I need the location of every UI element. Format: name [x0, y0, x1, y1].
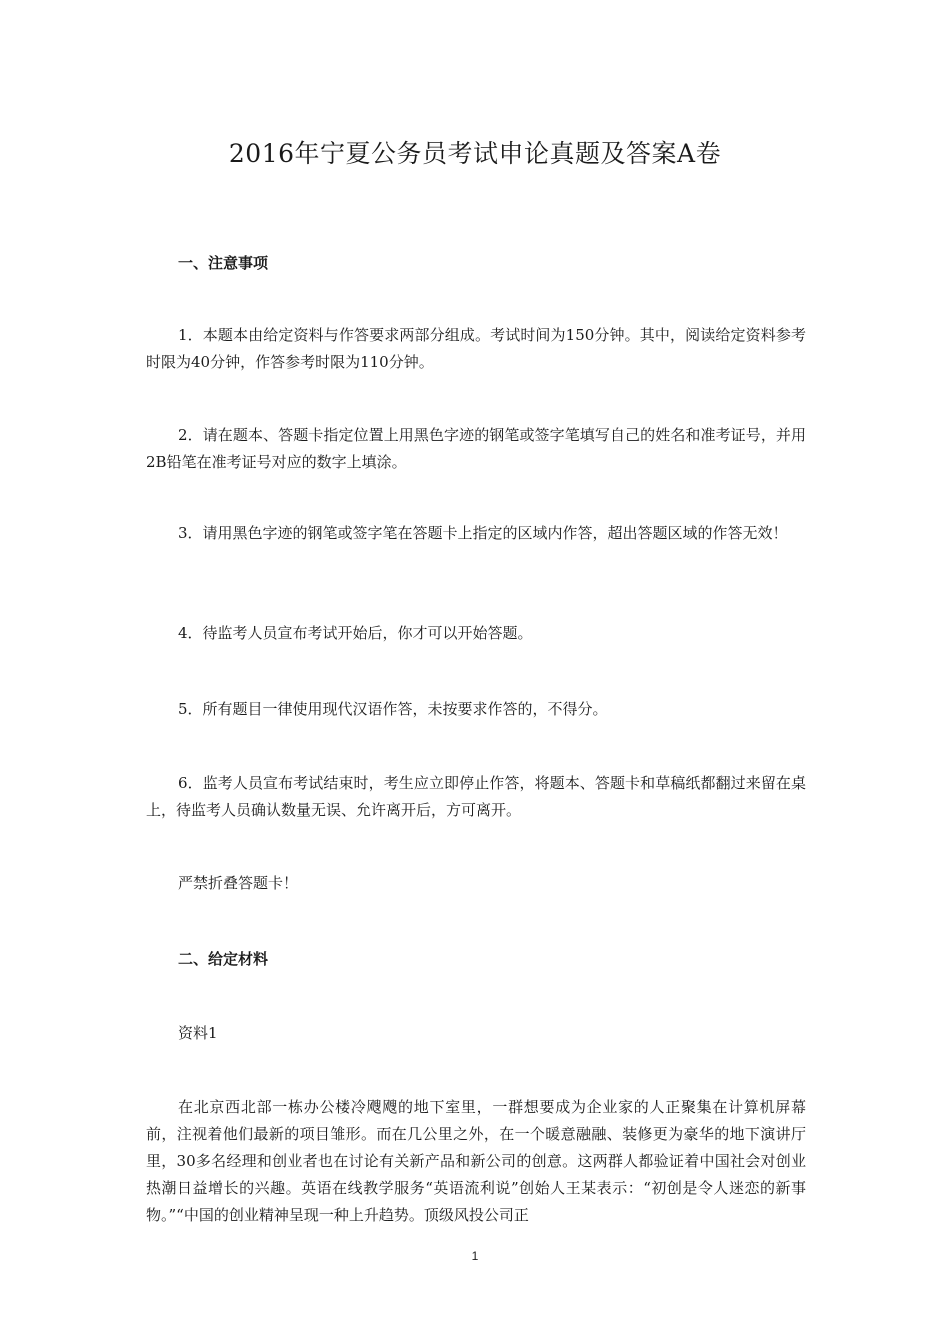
material-label: 资料1 — [178, 1024, 218, 1042]
note-item-4: 4．待监考人员宣布考试开始后，你才可以开始答题。 — [178, 624, 533, 642]
note-item-5: 5．所有题目一律使用现代汉语作答，未按要求作答的，不得分。 — [178, 700, 608, 718]
note-item-6: 6．监考人员宣布考试结束时，考生应立即停止作答，将题本、答题卡和草稿纸都翻过来留在桌上，待监考人员确认数量无误、允许离开后，方可离开。 — [146, 774, 806, 819]
note-item-1: 1．本题本由给定资料与作答要求两部分组成。考试时间为150分钟。其中，阅读给定资料参考时限为40分钟，作答参考时限为110分钟。 — [146, 326, 806, 371]
note-item-3: 3．请用黑色字迹的钢笔或签字笔在答题卡上指定的区域内作答，超出答题区域的作答无效！ — [178, 524, 788, 542]
note-warning: 严禁折叠答题卡！ — [178, 874, 299, 892]
page-number: 1 — [471, 1249, 479, 1263]
note-item-2: 2．请在题本、答题卡指定位置上用黑色字迹的钢笔或签字笔填写自己的姓名和准考证号，并用2B铅笔在准考证号对应的数字上填涂。 — [146, 426, 806, 471]
section-heading-notes: 一、注意事项 — [178, 254, 269, 272]
section-heading-materials: 二、给定材料 — [178, 950, 269, 968]
material-paragraph: 在北京西北部一栋办公楼冷飕飕的地下室里，一群想要成为企业家的人正聚集在计算机屏幕前，注视着他们最新的项目雏形。而在几公里之外，在一个暖意融融、装修更为豪华的地下演讲厅里，30多名经理和创业者也在讨论有关新产品和新公司的创意。这两群人都验证着中国社会对创业热潮日益增长的兴趣。英语在线教学服务“英语流利说”创始人王某表示：“初创是令人迷恋的新事物。”“中国的创业精神呈现一种上升趋势。顶级风投公司正 — [146, 1098, 806, 1224]
document-title: 2016年宁夏公务员考试申论真题及答案A卷 — [228, 139, 722, 168]
